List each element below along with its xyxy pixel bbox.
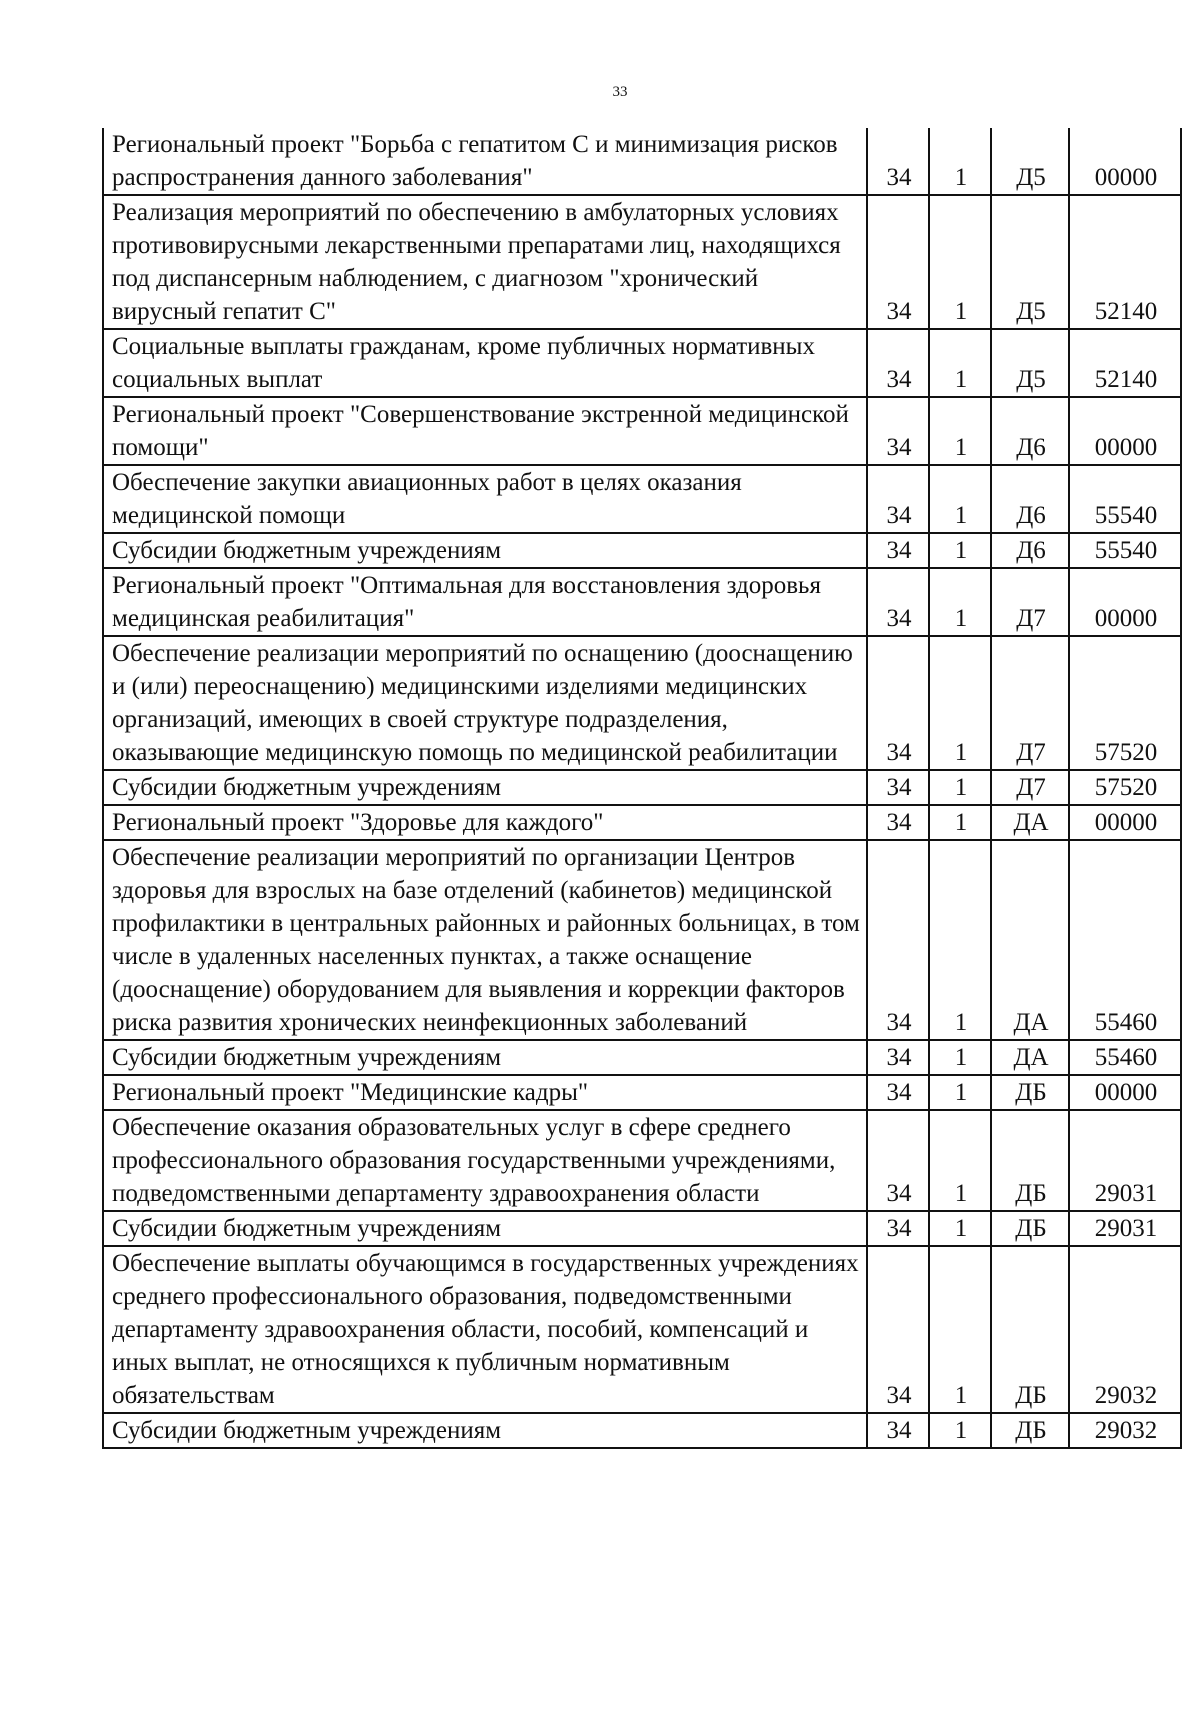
code-subsection-cell: 1 <box>929 568 991 636</box>
table-body <box>103 128 1181 1448</box>
code-direction-cell: 29032 <box>1069 1413 1181 1448</box>
table-row <box>103 1211 1181 1246</box>
code-section-cell: 34 <box>867 465 929 533</box>
code-project-cell: Д6 <box>991 533 1069 568</box>
table-row <box>103 329 1181 397</box>
code-direction-cell: 00000 <box>1069 128 1181 195</box>
code-section-cell: 34 <box>867 1110 929 1211</box>
code-section-cell: 34 <box>867 1075 929 1110</box>
code-direction-cell: 00000 <box>1069 568 1181 636</box>
row-name-cell: Обеспечение реализации мероприятий по организации Центров здоровья для взрослых на базе отделений (кабинетов) медицинской профилактики в центральных районных и районных больницах, в том числе в удаленных населенных пунктах, а также оснащение (дооснащение) оборудованием для выявления и коррекции факторов риска развития хронических неинфекционных заболеваний <box>103 840 867 1040</box>
code-subsection-cell: 1 <box>929 1040 991 1075</box>
table-row <box>103 1110 1181 1211</box>
table-row <box>103 636 1181 770</box>
row-name-cell: Региональный проект "Совершенствование экстренной медицинской помощи" <box>103 397 867 465</box>
row-name-cell: Субсидии бюджетным учреждениям <box>103 1040 867 1075</box>
code-direction-cell: 55460 <box>1069 1040 1181 1075</box>
code-section-cell: 34 <box>867 636 929 770</box>
code-direction-cell: 52140 <box>1069 195 1181 329</box>
code-project-cell: Д5 <box>991 195 1069 329</box>
table-row <box>103 195 1181 329</box>
row-name-cell: Региональный проект "Борьба с гепатитом С и минимизация рисков распространения данного заболевания" <box>103 128 867 195</box>
page-number: 33 <box>612 84 628 100</box>
code-project-cell: ДА <box>991 805 1069 840</box>
code-section-cell: 34 <box>867 397 929 465</box>
table-row <box>103 770 1181 805</box>
code-section-cell: 34 <box>867 329 929 397</box>
code-subsection-cell: 1 <box>929 1246 991 1413</box>
code-section-cell: 34 <box>867 1211 929 1246</box>
code-project-cell: ДБ <box>991 1246 1069 1413</box>
code-section-cell: 34 <box>867 128 929 195</box>
code-subsection-cell: 1 <box>929 1211 991 1246</box>
code-subsection-cell: 1 <box>929 840 991 1040</box>
code-project-cell: ДБ <box>991 1413 1069 1448</box>
row-name-cell: Реализация мероприятий по обеспечению в амбулаторных условиях противовирусными лекарственными препаратами лиц, находящихся под диспансерным наблюдением, с диагнозом "хронический вирусный гепатит С" <box>103 195 867 329</box>
table-row <box>103 1040 1181 1075</box>
code-subsection-cell: 1 <box>929 805 991 840</box>
table-row <box>103 128 1181 195</box>
code-direction-cell: 29031 <box>1069 1211 1181 1246</box>
code-section-cell: 34 <box>867 1413 929 1448</box>
table-row <box>103 1413 1181 1448</box>
code-project-cell: ДБ <box>991 1110 1069 1211</box>
table-row <box>103 465 1181 533</box>
code-direction-cell: 55460 <box>1069 840 1181 1040</box>
code-project-cell: Д6 <box>991 465 1069 533</box>
row-name-cell: Субсидии бюджетным учреждениям <box>103 1211 867 1246</box>
code-project-cell: Д6 <box>991 397 1069 465</box>
code-subsection-cell: 1 <box>929 1413 991 1448</box>
code-project-cell: Д7 <box>991 770 1069 805</box>
code-project-cell: Д7 <box>991 636 1069 770</box>
code-direction-cell: 52140 <box>1069 329 1181 397</box>
code-direction-cell: 55540 <box>1069 533 1181 568</box>
code-section-cell: 34 <box>867 568 929 636</box>
table-row <box>103 533 1181 568</box>
row-name-cell: Субсидии бюджетным учреждениям <box>103 770 867 805</box>
table-row <box>103 805 1181 840</box>
code-section-cell: 34 <box>867 195 929 329</box>
code-direction-cell: 55540 <box>1069 465 1181 533</box>
code-direction-cell: 29031 <box>1069 1110 1181 1211</box>
code-subsection-cell: 1 <box>929 465 991 533</box>
code-direction-cell: 00000 <box>1069 397 1181 465</box>
row-name-cell: Обеспечение оказания образовательных услуг в сфере среднего профессионального образования государственными учреждениями, подведомственными департаменту здравоохранения области <box>103 1110 867 1211</box>
row-name-cell: Региональный проект "Здоровье для каждого" <box>103 805 867 840</box>
code-project-cell: ДБ <box>991 1075 1069 1110</box>
code-project-cell: ДА <box>991 1040 1069 1075</box>
table-row <box>103 397 1181 465</box>
budget-classification-table <box>102 128 1182 1449</box>
code-section-cell: 34 <box>867 840 929 1040</box>
code-section-cell: 34 <box>867 805 929 840</box>
code-section-cell: 34 <box>867 770 929 805</box>
table-row <box>103 568 1181 636</box>
code-project-cell: Д5 <box>991 329 1069 397</box>
code-subsection-cell: 1 <box>929 533 991 568</box>
row-name-cell: Субсидии бюджетным учреждениям <box>103 533 867 568</box>
code-subsection-cell: 1 <box>929 1110 991 1211</box>
row-name-cell: Обеспечение закупки авиационных работ в целях оказания медицинской помощи <box>103 465 867 533</box>
code-subsection-cell: 1 <box>929 636 991 770</box>
code-direction-cell: 29032 <box>1069 1246 1181 1413</box>
code-direction-cell: 57520 <box>1069 770 1181 805</box>
code-subsection-cell: 1 <box>929 397 991 465</box>
code-subsection-cell: 1 <box>929 329 991 397</box>
code-subsection-cell: 1 <box>929 1075 991 1110</box>
code-subsection-cell: 1 <box>929 128 991 195</box>
row-name-cell: Региональный проект "Оптимальная для восстановления здоровья медицинская реабилитация" <box>103 568 867 636</box>
row-name-cell: Субсидии бюджетным учреждениям <box>103 1413 867 1448</box>
code-direction-cell: 00000 <box>1069 1075 1181 1110</box>
code-section-cell: 34 <box>867 533 929 568</box>
code-subsection-cell: 1 <box>929 195 991 329</box>
table-row <box>103 1075 1181 1110</box>
code-direction-cell: 57520 <box>1069 636 1181 770</box>
row-name-cell: Обеспечение реализации мероприятий по оснащению (дооснащению и (или) переоснащению) медицинскими изделиями медицинских организаций, имеющих в своей структуре подразделения, оказывающие медицинскую помощь по медицинской реабилитации <box>103 636 867 770</box>
code-section-cell: 34 <box>867 1040 929 1075</box>
row-name-cell: Региональный проект "Медицинские кадры" <box>103 1075 867 1110</box>
code-subsection-cell: 1 <box>929 770 991 805</box>
code-project-cell: Д7 <box>991 568 1069 636</box>
table-row <box>103 1246 1181 1413</box>
code-project-cell: Д5 <box>991 128 1069 195</box>
table-row <box>103 840 1181 1040</box>
row-name-cell: Обеспечение выплаты обучающимся в государственных учреждениях среднего профессионального образования, подведомственными департаменту здравоохранения области, пособий, компенсаций и иных выплат, не относящихся к публичным нормативным обязательствам <box>103 1246 867 1413</box>
code-section-cell: 34 <box>867 1246 929 1413</box>
row-name-cell: Социальные выплаты гражданам, кроме публичных нормативных социальных выплат <box>103 329 867 397</box>
code-project-cell: ДА <box>991 840 1069 1040</box>
code-direction-cell: 00000 <box>1069 805 1181 840</box>
code-project-cell: ДБ <box>991 1211 1069 1246</box>
